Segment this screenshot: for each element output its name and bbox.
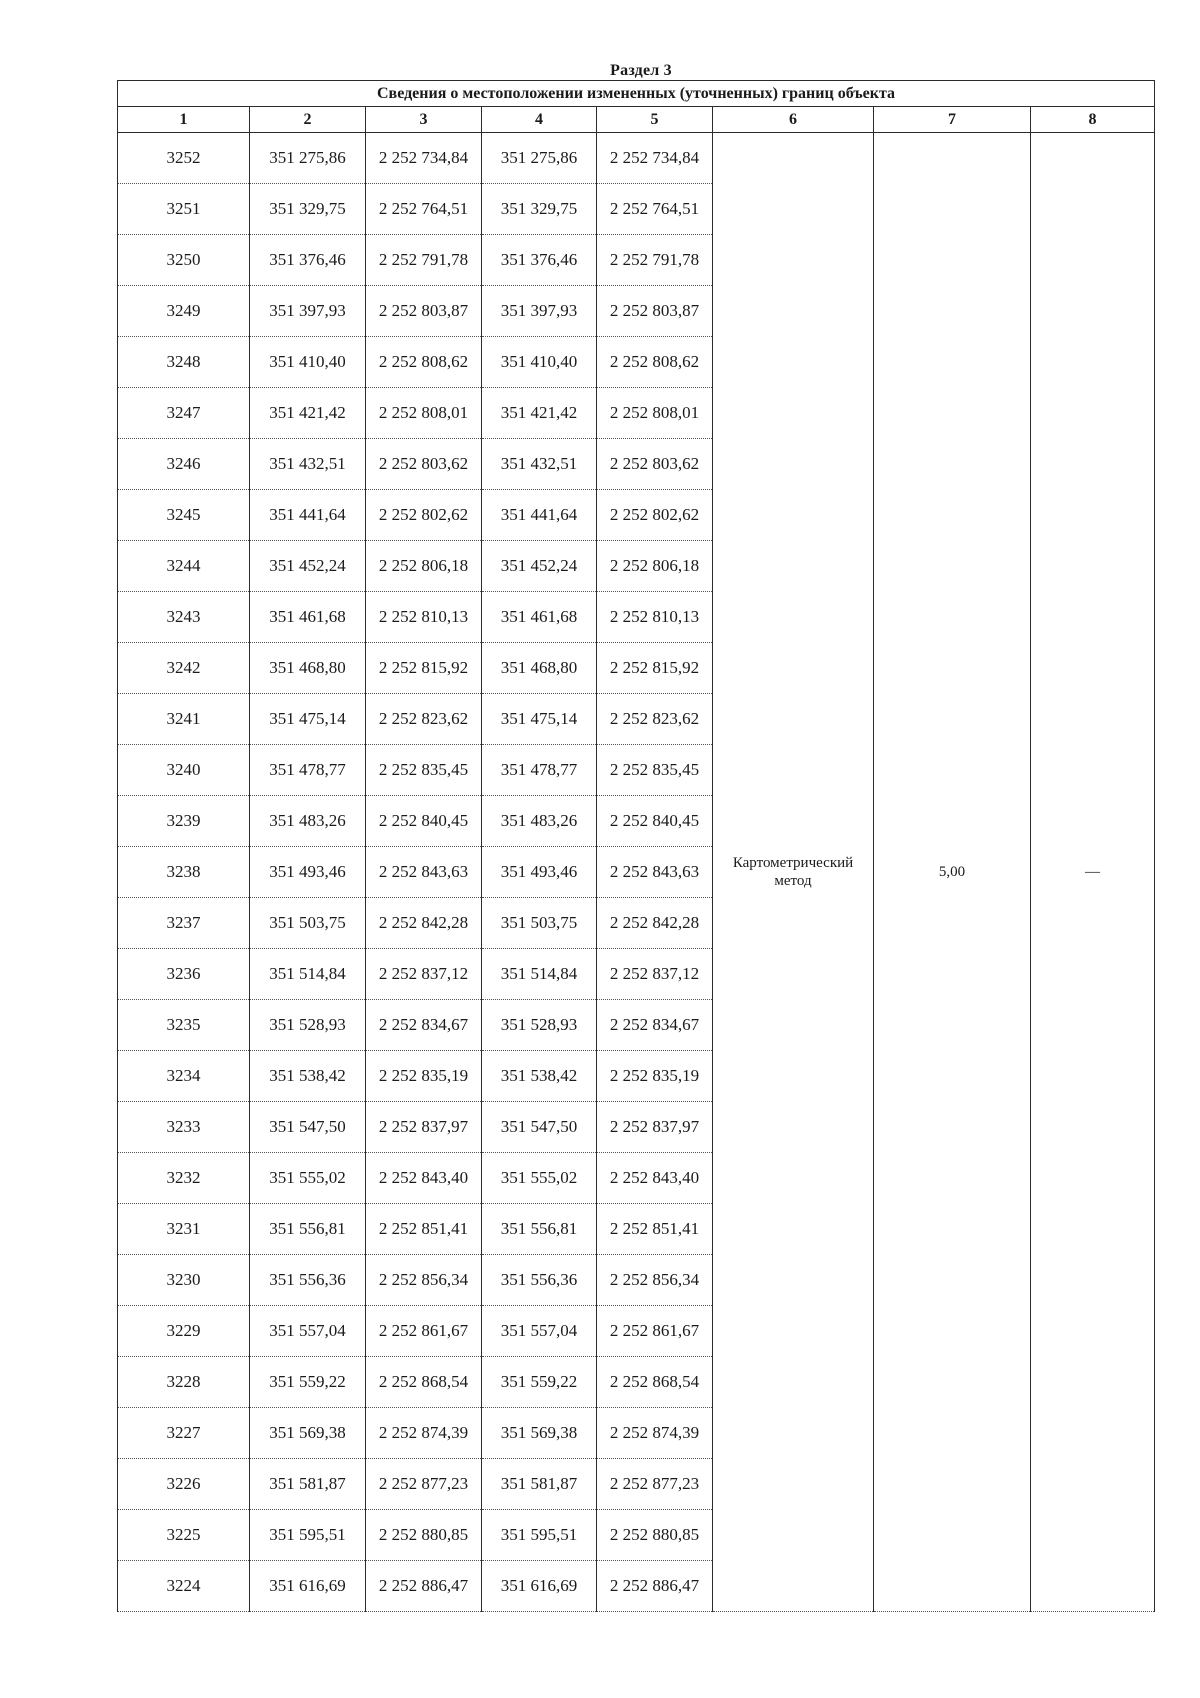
point-number-cell: 3252 bbox=[118, 133, 250, 184]
column-header: 6 bbox=[713, 107, 874, 133]
point-number-cell: 3226 bbox=[118, 1459, 250, 1510]
x-existing-cell: 351 475,14 bbox=[250, 694, 366, 745]
y-new-cell: 2 252 764,51 bbox=[597, 184, 713, 235]
x-new-cell: 351 493,46 bbox=[482, 847, 597, 898]
point-number-cell: 3244 bbox=[118, 541, 250, 592]
table-body bbox=[118, 133, 1155, 1612]
y-new-cell: 2 252 734,84 bbox=[597, 133, 713, 184]
point-number-cell: 3237 bbox=[118, 898, 250, 949]
x-new-cell: 351 556,36 bbox=[482, 1255, 597, 1306]
y-new-cell: 2 252 803,62 bbox=[597, 439, 713, 490]
x-existing-cell: 351 569,38 bbox=[250, 1408, 366, 1459]
x-existing-cell: 351 514,84 bbox=[250, 949, 366, 1000]
x-existing-cell: 351 452,24 bbox=[250, 541, 366, 592]
x-new-cell: 351 528,93 bbox=[482, 1000, 597, 1051]
x-existing-cell: 351 556,81 bbox=[250, 1204, 366, 1255]
point-number-cell: 3251 bbox=[118, 184, 250, 235]
point-number-cell: 3250 bbox=[118, 235, 250, 286]
x-new-cell: 351 557,04 bbox=[482, 1306, 597, 1357]
x-existing-cell: 351 557,04 bbox=[250, 1306, 366, 1357]
point-number-cell: 3236 bbox=[118, 949, 250, 1000]
y-existing-cell: 2 252 856,34 bbox=[366, 1255, 482, 1306]
x-new-cell: 351 421,42 bbox=[482, 388, 597, 439]
point-number-cell: 3225 bbox=[118, 1510, 250, 1561]
x-existing-cell: 351 461,68 bbox=[250, 592, 366, 643]
x-existing-cell: 351 441,64 bbox=[250, 490, 366, 541]
x-existing-cell: 351 616,69 bbox=[250, 1561, 366, 1612]
y-new-cell: 2 252 861,67 bbox=[597, 1306, 713, 1357]
point-number-cell: 3228 bbox=[118, 1357, 250, 1408]
x-existing-cell: 351 503,75 bbox=[250, 898, 366, 949]
x-existing-cell: 351 468,80 bbox=[250, 643, 366, 694]
y-existing-cell: 2 252 843,63 bbox=[366, 847, 482, 898]
y-existing-cell: 2 252 837,12 bbox=[366, 949, 482, 1000]
column-header: 1 bbox=[118, 107, 250, 133]
x-new-cell: 351 555,02 bbox=[482, 1153, 597, 1204]
section-title: Раздел 3 bbox=[610, 62, 672, 79]
x-new-cell: 351 478,77 bbox=[482, 745, 597, 796]
point-number-cell: 3233 bbox=[118, 1102, 250, 1153]
y-new-cell: 2 252 802,62 bbox=[597, 490, 713, 541]
y-existing-cell: 2 252 837,97 bbox=[366, 1102, 482, 1153]
description-cell: — bbox=[1031, 133, 1155, 1612]
y-new-cell: 2 252 886,47 bbox=[597, 1561, 713, 1612]
x-existing-cell: 351 528,93 bbox=[250, 1000, 366, 1051]
y-new-cell: 2 252 834,67 bbox=[597, 1000, 713, 1051]
x-existing-cell: 351 478,77 bbox=[250, 745, 366, 796]
column-header: 4 bbox=[482, 107, 597, 133]
y-new-cell: 2 252 806,18 bbox=[597, 541, 713, 592]
y-new-cell: 2 252 803,87 bbox=[597, 286, 713, 337]
column-header: 5 bbox=[597, 107, 713, 133]
x-new-cell: 351 468,80 bbox=[482, 643, 597, 694]
point-number-cell: 3229 bbox=[118, 1306, 250, 1357]
y-existing-cell: 2 252 835,45 bbox=[366, 745, 482, 796]
x-existing-cell: 351 559,22 bbox=[250, 1357, 366, 1408]
method-line-2: метод bbox=[774, 873, 812, 889]
table-row bbox=[118, 133, 1155, 184]
x-new-cell: 351 547,50 bbox=[482, 1102, 597, 1153]
y-existing-cell: 2 252 764,51 bbox=[366, 184, 482, 235]
method-text bbox=[733, 854, 853, 890]
y-new-cell: 2 252 837,12 bbox=[597, 949, 713, 1000]
y-new-cell: 2 252 843,40 bbox=[597, 1153, 713, 1204]
x-existing-cell: 351 555,02 bbox=[250, 1153, 366, 1204]
y-existing-cell: 2 252 823,62 bbox=[366, 694, 482, 745]
y-new-cell: 2 252 791,78 bbox=[597, 235, 713, 286]
y-existing-cell: 2 252 802,62 bbox=[366, 490, 482, 541]
y-existing-cell: 2 252 791,78 bbox=[366, 235, 482, 286]
y-new-cell: 2 252 880,85 bbox=[597, 1510, 713, 1561]
x-existing-cell: 351 483,26 bbox=[250, 796, 366, 847]
x-new-cell: 351 397,93 bbox=[482, 286, 597, 337]
y-existing-cell: 2 252 843,40 bbox=[366, 1153, 482, 1204]
point-number-cell: 3247 bbox=[118, 388, 250, 439]
y-existing-cell: 2 252 868,54 bbox=[366, 1357, 482, 1408]
x-new-cell: 351 452,24 bbox=[482, 541, 597, 592]
y-new-cell: 2 252 815,92 bbox=[597, 643, 713, 694]
point-number-cell: 3245 bbox=[118, 490, 250, 541]
x-new-cell: 351 410,40 bbox=[482, 337, 597, 388]
y-new-cell: 2 252 868,54 bbox=[597, 1357, 713, 1408]
x-existing-cell: 351 581,87 bbox=[250, 1459, 366, 1510]
x-new-cell: 351 514,84 bbox=[482, 949, 597, 1000]
y-new-cell: 2 252 843,63 bbox=[597, 847, 713, 898]
x-existing-cell: 351 556,36 bbox=[250, 1255, 366, 1306]
point-number-cell: 3235 bbox=[118, 1000, 250, 1051]
y-new-cell: 2 252 808,01 bbox=[597, 388, 713, 439]
x-new-cell: 351 503,75 bbox=[482, 898, 597, 949]
y-existing-cell: 2 252 803,62 bbox=[366, 439, 482, 490]
y-existing-cell: 2 252 861,67 bbox=[366, 1306, 482, 1357]
y-new-cell: 2 252 877,23 bbox=[597, 1459, 713, 1510]
point-number-cell: 3242 bbox=[118, 643, 250, 694]
x-new-cell: 351 376,46 bbox=[482, 235, 597, 286]
x-new-cell: 351 275,86 bbox=[482, 133, 597, 184]
x-existing-cell: 351 432,51 bbox=[250, 439, 366, 490]
y-new-cell: 2 252 808,62 bbox=[597, 337, 713, 388]
x-existing-cell: 351 595,51 bbox=[250, 1510, 366, 1561]
x-new-cell: 351 475,14 bbox=[482, 694, 597, 745]
point-number-cell: 3249 bbox=[118, 286, 250, 337]
y-existing-cell: 2 252 803,87 bbox=[366, 286, 482, 337]
column-header: 8 bbox=[1031, 107, 1155, 133]
y-existing-cell: 2 252 886,47 bbox=[366, 1561, 482, 1612]
x-new-cell: 351 329,75 bbox=[482, 184, 597, 235]
y-existing-cell: 2 252 880,85 bbox=[366, 1510, 482, 1561]
x-new-cell: 351 432,51 bbox=[482, 439, 597, 490]
x-existing-cell: 351 329,75 bbox=[250, 184, 366, 235]
y-new-cell: 2 252 810,13 bbox=[597, 592, 713, 643]
x-existing-cell: 351 547,50 bbox=[250, 1102, 366, 1153]
point-number-cell: 3240 bbox=[118, 745, 250, 796]
x-new-cell: 351 556,81 bbox=[482, 1204, 597, 1255]
column-header: 7 bbox=[874, 107, 1031, 133]
x-existing-cell: 351 538,42 bbox=[250, 1051, 366, 1102]
y-existing-cell: 2 252 808,62 bbox=[366, 337, 482, 388]
x-new-cell: 351 559,22 bbox=[482, 1357, 597, 1408]
point-number-cell: 3227 bbox=[118, 1408, 250, 1459]
x-existing-cell: 351 376,46 bbox=[250, 235, 366, 286]
point-number-cell: 3246 bbox=[118, 439, 250, 490]
column-header: 2 bbox=[250, 107, 366, 133]
y-existing-cell: 2 252 842,28 bbox=[366, 898, 482, 949]
point-number-cell: 3248 bbox=[118, 337, 250, 388]
x-new-cell: 351 461,68 bbox=[482, 592, 597, 643]
method-line-1: Картометрический bbox=[732, 855, 854, 871]
y-new-cell: 2 252 874,39 bbox=[597, 1408, 713, 1459]
accuracy-cell: 5,00 bbox=[874, 133, 1031, 1612]
y-new-cell: 2 252 840,45 bbox=[597, 796, 713, 847]
y-new-cell: 2 252 823,62 bbox=[597, 694, 713, 745]
column-header: 3 bbox=[366, 107, 482, 133]
coordinates-table bbox=[117, 80, 1155, 1612]
x-new-cell: 351 581,87 bbox=[482, 1459, 597, 1510]
x-existing-cell: 351 410,40 bbox=[250, 337, 366, 388]
point-number-cell: 3239 bbox=[118, 796, 250, 847]
y-existing-cell: 2 252 806,18 bbox=[366, 541, 482, 592]
x-existing-cell: 351 397,93 bbox=[250, 286, 366, 337]
point-number-cell: 3234 bbox=[118, 1051, 250, 1102]
x-existing-cell: 351 421,42 bbox=[250, 388, 366, 439]
y-existing-cell: 2 252 877,23 bbox=[366, 1459, 482, 1510]
method-cell bbox=[713, 133, 874, 1612]
x-existing-cell: 351 275,86 bbox=[250, 133, 366, 184]
y-existing-cell: 2 252 834,67 bbox=[366, 1000, 482, 1051]
table-caption: Сведения о местоположении измененных (уточненных) границ объекта bbox=[118, 81, 1155, 107]
x-new-cell: 351 483,26 bbox=[482, 796, 597, 847]
y-new-cell: 2 252 835,45 bbox=[597, 745, 713, 796]
y-new-cell: 2 252 856,34 bbox=[597, 1255, 713, 1306]
point-number-cell: 3238 bbox=[118, 847, 250, 898]
point-number-cell: 3224 bbox=[118, 1561, 250, 1612]
y-existing-cell: 2 252 810,13 bbox=[366, 592, 482, 643]
y-existing-cell: 2 252 815,92 bbox=[366, 643, 482, 694]
y-existing-cell: 2 252 734,84 bbox=[366, 133, 482, 184]
y-existing-cell: 2 252 840,45 bbox=[366, 796, 482, 847]
y-new-cell: 2 252 842,28 bbox=[597, 898, 713, 949]
column-number-row bbox=[118, 107, 1155, 133]
y-new-cell: 2 252 837,97 bbox=[597, 1102, 713, 1153]
y-existing-cell: 2 252 835,19 bbox=[366, 1051, 482, 1102]
y-existing-cell: 2 252 851,41 bbox=[366, 1204, 482, 1255]
y-new-cell: 2 252 835,19 bbox=[597, 1051, 713, 1102]
point-number-cell: 3230 bbox=[118, 1255, 250, 1306]
point-number-cell: 3243 bbox=[118, 592, 250, 643]
y-existing-cell: 2 252 874,39 bbox=[366, 1408, 482, 1459]
x-new-cell: 351 538,42 bbox=[482, 1051, 597, 1102]
point-number-cell: 3232 bbox=[118, 1153, 250, 1204]
point-number-cell: 3231 bbox=[118, 1204, 250, 1255]
x-new-cell: 351 595,51 bbox=[482, 1510, 597, 1561]
x-new-cell: 351 441,64 bbox=[482, 490, 597, 541]
x-existing-cell: 351 493,46 bbox=[250, 847, 366, 898]
y-existing-cell: 2 252 808,01 bbox=[366, 388, 482, 439]
point-number-cell: 3241 bbox=[118, 694, 250, 745]
x-new-cell: 351 569,38 bbox=[482, 1408, 597, 1459]
x-new-cell: 351 616,69 bbox=[482, 1561, 597, 1612]
y-new-cell: 2 252 851,41 bbox=[597, 1204, 713, 1255]
